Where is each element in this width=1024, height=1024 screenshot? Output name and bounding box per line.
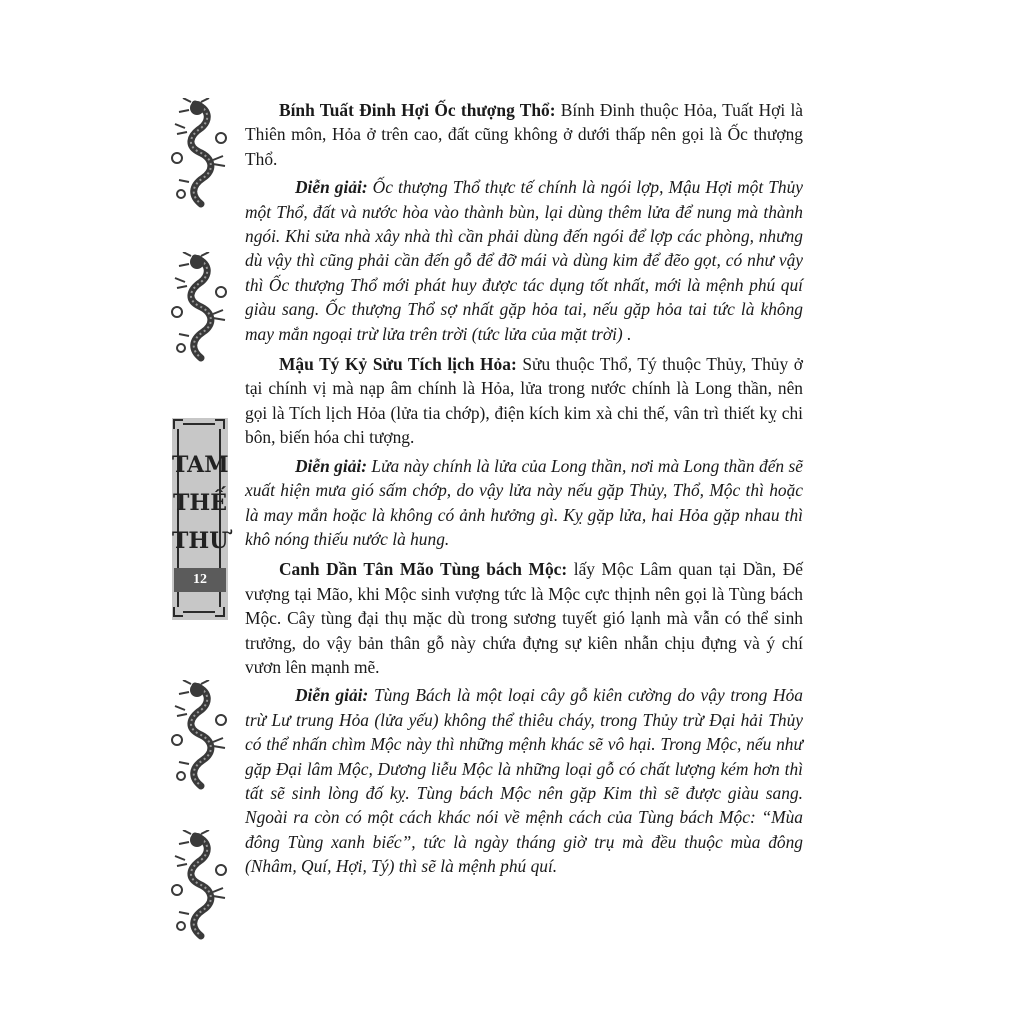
note-text: Ốc thượng Thổ thực tế chính là ngói lợp, Mậu Hợi một Thủy một Thổ, đất và nước hòa vào thành bùn, lại dùng thêm lửa để nung mà thành ngói. Khi sửa nhà xây nhà thì cần phải dùng đến ngói để lợp các phòng, nhưng dù vậy thì cũng phải cần đến gỗ để đỡ mái và dùng kim để đẽo gọt, có như vậy thì Ốc thượng Thổ mới phát huy được tác dụng tốt nhất, mới là mệnh phú quí giàu sang. Ốc thượng Thổ sợ nhất gặp hỏa tai, nếu gặp hỏa tai tức là không may mắn ngoại trừ lửa trên trời (tức lửa của mặt trời) . <box>245 177 803 344</box>
side-tab-word: TAM <box>172 452 229 478</box>
paragraph <box>245 557 803 679</box>
side-tab-word: THẾ <box>173 490 227 516</box>
side-tab <box>172 418 228 620</box>
paragraph-title: Mậu Tý Kỷ Sửu Tích lịch Hỏa: <box>279 354 517 375</box>
dragon-ornament-icon <box>165 98 235 208</box>
dragon-ornament-icon <box>165 252 235 362</box>
paragraph-text: Sửu thuộc Thổ, Tý thuộc Thủy, Thủy ở tại chính vị mà nạp âm chính là Hỏa, lửa trong nước chính là Long thần, nên gọi là Tích lịch Hỏa (lửa tia chớp), điện kích kim xà chi thế, vân trì thiết kỵ chi bôn, biến hóa chi tượng. <box>245 354 803 448</box>
dragon-ornament-icon <box>165 680 235 790</box>
note-text: Lửa này chính là lửa của Long thần, nơi mà Long thần đến sẽ xuất hiện mưa gió sấm chớp, do vậy lửa này nếu gặp Thủy, Thổ, Mộc thì hoặc là may mắn hoặc là không có ảnh hưởng gì. Kỵ gặp lửa, hai Hỏa gặp nhau thì khô nóng thiếu nước là hung. <box>245 455 803 549</box>
side-tab-word: THƯ <box>172 528 229 554</box>
note-paragraph <box>245 683 803 878</box>
paragraph-text: Bính Đinh thuộc Hỏa, Tuất Hợi là Thiên môn, Hỏa ở trên cao, đất cũng không ở dưới thấp nên gọi là Ốc thượng Thổ. <box>245 100 804 169</box>
paragraph-title: Canh Dần Tân Mão Tùng bách Mộc: <box>279 559 568 580</box>
page-number: 12 <box>174 568 226 592</box>
note-text: Tùng Bách là một loại cây gỗ kiên cường do vậy trong Hỏa trừ Lư trung Hỏa (lửa yếu) không thể thiêu cháy, trong Thủy trừ Đại hải Thủy có thể nhấn chìm Mộc này thì những mệnh khác sẽ vô hại. Trong Mộc, nếu như gặp Đại lâm Mộc, Dương liễu Mộc là những loại gỗ có chất lượng kém hơn thì tất sẽ sinh lòng đố kỵ. Tùng bách Mộc nên gặp Kim thì sẽ được giàu sang. Ngoài ra còn có một cách khác nói về mệnh cách của Tùng bách Mộc: “Mùa đông Tùng xanh biếc”, tức là ngày tháng giờ trụ mà đều thuộc mùa đông (Nhâm, Quí, Hợi, Tý) thì sẽ là mệnh phú quí. <box>245 685 803 877</box>
paragraph <box>245 352 803 450</box>
frame-corner <box>215 419 225 429</box>
paragraph-text: lấy Mộc Lâm quan tại Dần, Đế vượng tại Mão, khi Mộc sinh vượng tức là Mộc cực thịnh nên gọi là Tùng bách Mộc. Cây tùng đại thụ mặc dù trong sương tuyết gió lạnh mà vẫn có thể sinh trưởng, do vậy bản thân gỗ này chứa đựng sự kiên nhẫn chịu đựng và ý chí vươn lên mạnh mẽ. <box>245 559 803 677</box>
note-title: Diễn giải: <box>295 177 368 198</box>
note-title: Diễn giải: <box>295 455 368 476</box>
frame-corner <box>173 419 183 429</box>
frame-corner <box>215 607 225 617</box>
frame-corner <box>173 607 183 617</box>
paragraph <box>245 98 803 171</box>
note-paragraph <box>245 175 803 346</box>
page-body <box>245 98 803 885</box>
note-title: Diễn giải: <box>295 685 369 706</box>
dragon-ornament-icon <box>165 830 235 940</box>
note-paragraph <box>245 454 803 552</box>
paragraph-title: Bính Tuất Đinh Hợi Ốc thượng Thổ: <box>279 100 556 120</box>
